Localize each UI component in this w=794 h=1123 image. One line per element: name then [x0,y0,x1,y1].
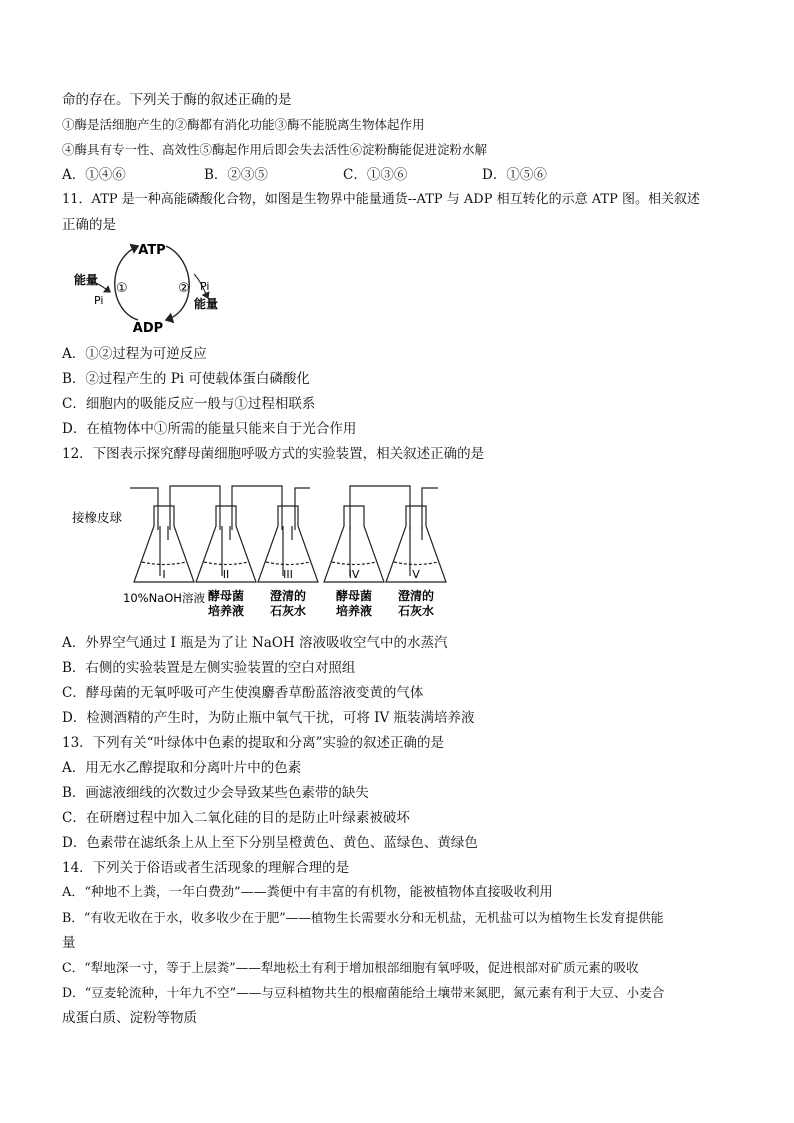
pipe-2-3 [232,486,282,530]
q12-option-d: D．检测酒精的产生时，为防止瓶中氧气干扰，可将 IV 瓶装满培养液 [62,710,475,726]
pipe-1-2 [170,486,220,530]
q10-option-c: C．①③⑥ [343,167,408,183]
adp-label: ADP [132,321,164,336]
q12-option-a: A．外界空气通过 I 瓶是为了让 NaOH 溶液吸收空气中的水蒸汽 [62,635,448,651]
q11-option-b: B．②过程产生的 Pi 可使载体蛋白磷酸化 [62,371,310,387]
q10-stem: 命的存在。下列关于酶的叙述正确的是 [62,92,292,108]
q12-option-c: C．酵母菌的无氧呼吸可产生使溴麝香草酚蓝溶液变黄的气体 [62,685,424,701]
q10-option-d: D．①⑤⑥ [482,167,547,183]
outlet-tube-5 [422,488,438,530]
q13-option-b: B．画滤液细线的次数过少会导致某些色素带的缺失 [62,785,369,801]
q10-option-a: A．①④⑥ [62,167,126,183]
pipe-4-5 [350,486,410,530]
outlet-tube-3 [295,488,310,530]
q13-option-a: A．用无水乙醇提取和分离叶片中的色素 [62,760,302,776]
yeast-respiration-apparatus-figure [70,470,450,634]
q11-option-a: A．①②过程为可逆反应 [62,346,207,362]
q14-option-d-line2: 成蛋白质、淀粉等物质 [62,1010,197,1026]
atp-label: ATP [138,243,166,258]
q10-items-2: ④酶具有专一性、高效性⑤酶起作用后即会失去活性⑥淀粉酶能促进淀粉水解 [62,142,488,157]
q13-stem: 13．下列有关“叶绿体中色素的提取和分离”实验的叙述正确的是 [62,735,444,751]
q13-option-d: D．色素带在滤纸条上从上至下分别呈橙黄色、黄色、蓝绿色、黄绿色 [62,835,478,851]
flask-1-label: 10%NaOH溶液 [123,591,205,605]
q12-option-b: B．右侧的实验装置是左侧实验装置的空白对照组 [62,660,356,676]
flask-5-numeral: V [412,568,420,581]
flask-3-numeral: III [283,568,293,581]
flask-1-numeral: I [162,568,166,581]
q12-stem: 12．下图表示探究酵母菌细胞呼吸方式的实验装置，相关叙述正确的是 [62,446,485,462]
q11-stem-line1: 11．ATP 是一种高能磷酸化合物，如图是生物界中能量通货--ATP 与 ADP 相互转化的示意 ATP 图。相关叙述 [62,192,700,207]
q14-option-d-line1: D．“豆麦轮流种，十年九不空”——与豆科植物共生的根瘤菌能给土壤带来氮肥，氮元素有利于大豆、小麦合 [62,985,665,1000]
energy-right-label: 能量 [194,297,219,311]
q14-option-c: C．“犁地深一寸，等于上层粪”——犁地松土有利于增加根部细胞有氧呼吸，促进根部对矿质元素的吸收 [62,960,639,975]
flask-3-label-line1: 澄清的 [269,589,307,603]
q10-option-b: B．②③⑤ [204,167,268,183]
q11-stem-line2: 正确的是 [62,217,116,233]
q10-items-1: ①酶是活细胞产生的②酶都有消化功能③酶不能脱离生物体起作用 [62,117,425,132]
flask-2-label-line1: 酵母菌 [207,589,245,603]
flask-4-label-line2: 培养液 [335,604,373,618]
q13-option-c: C．在研磨过程中加入二氧化硅的目的是防止叶绿素被破坏 [62,810,410,826]
flask-4-numeral: IV [348,568,360,581]
flask-5-label-line2: 石灰水 [397,604,435,618]
bulb-label: 接橡皮球 [72,510,123,525]
flask-5-label-line1: 澄清的 [397,589,435,603]
q14-option-b-line1: B．“有收无收在于水，收多收少在于肥”——植物生长需要水分和无机盐，无机盐可以为植物生长发育提供能 [62,910,664,925]
q11-option-d: D．在植物体中①所需的能量只能来自于光合作用 [62,421,357,437]
atp-adp-cycle-figure [72,232,232,342]
flask-2-numeral: II [222,568,230,581]
pi-right-label: Pi [200,280,210,293]
q11-option-c: C．细胞内的吸能反应一般与①过程相联系 [62,396,316,412]
q14-stem: 14．下列关于俗语或者生活现象的理解合理的是 [62,860,350,876]
flask-2-label-line2: 培养液 [207,604,245,618]
energy-left-label: 能量 [74,273,99,287]
pi-left-label: Pi [94,294,104,307]
step2-label: ② [178,281,190,296]
flask-3-label-line2: 石灰水 [269,604,307,618]
q14-option-b-line2: 量 [62,935,76,951]
step1-label: ① [116,281,128,296]
flask-4-label-line1: 酵母菌 [335,589,373,603]
q14-option-a: A．“种地不上粪，一年白费劲”——粪便中有丰富的有机物，能被植物体直接吸收利用 [62,885,553,900]
